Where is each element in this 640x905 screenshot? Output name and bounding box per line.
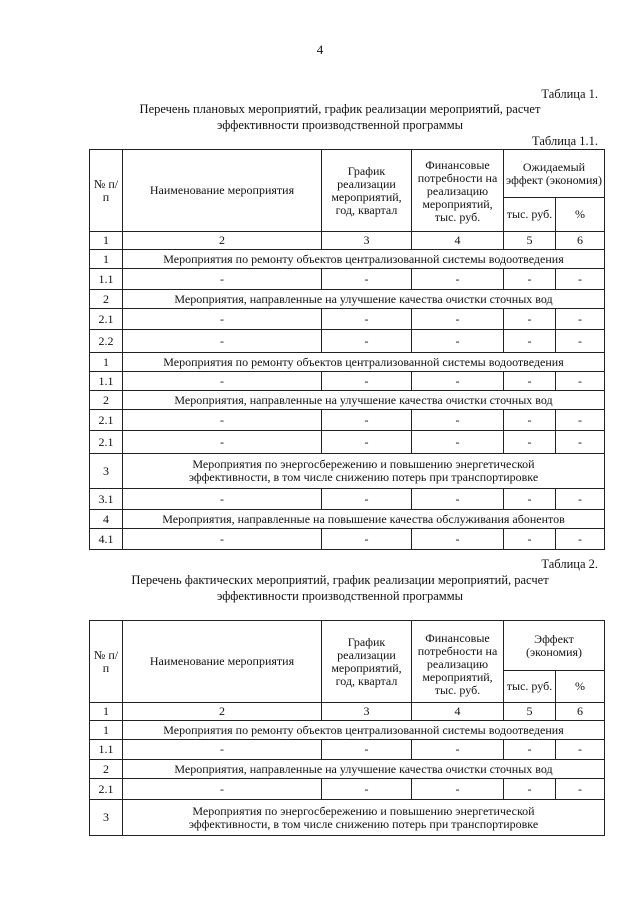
table-row [90, 489, 605, 510]
section-row [90, 391, 605, 410]
section-title-line2: эффективности, в том числе снижению потерь при транспортировке [188, 470, 539, 484]
row-number: 2.1 [90, 431, 123, 454]
row-number: 3.1 [90, 489, 123, 510]
dash-cell: - [504, 489, 556, 510]
section-title: Мероприятия по ремонту объектов централизованной системы водоотведения [123, 250, 605, 269]
section-title: Мероприятия, направленные на улучшение качества очистки сточных вод [123, 760, 605, 779]
table2-caption-line1: Перечень фактических мероприятий, график реализации мероприятий, расчет [131, 573, 549, 587]
table-row [90, 372, 605, 391]
dash-cell: - [412, 529, 504, 550]
dash-cell: - [556, 372, 605, 391]
dash-cell: - [322, 410, 412, 431]
section-row [90, 510, 605, 529]
section-title-line1: Мероприятия по энергосбережению и повышению энергетической [192, 457, 535, 471]
dash-cell: - [556, 410, 605, 431]
dash-cell: - [412, 372, 504, 391]
table-row [90, 740, 605, 760]
table1-caption-line1: Перечень плановых мероприятий, график реализации мероприятий, расчет [139, 102, 541, 116]
dash-cell: - [322, 529, 412, 550]
header-schedule: График реализации мероприятий, год, квартал [322, 621, 412, 703]
header-effect: Ожидаемый эффект (экономия) [504, 150, 605, 198]
table1-caption-line2: эффективности производственной программы [216, 118, 464, 132]
dash-cell: - [412, 330, 504, 353]
section-title-line1: Мероприятия по энергосбережению и повышению энергетической [192, 803, 535, 818]
section-title [123, 800, 605, 836]
table2-label: Таблица 2. [541, 557, 598, 571]
row-number: 1.1 [90, 269, 123, 290]
column-number: 4 [412, 232, 504, 250]
dash-cell: - [412, 489, 504, 510]
header-finance-top: Финансовые потребности на реализацию [412, 150, 504, 198]
table2-caption-line2: эффективности производственной программы [216, 589, 464, 603]
dash-cell: - [504, 372, 556, 391]
dash-cell: - [412, 779, 504, 800]
column-number: 1 [90, 232, 123, 250]
dash-cell: - [504, 309, 556, 330]
table1-sublabel: Таблица 1.1. [532, 134, 598, 148]
dash-cell: - [556, 779, 605, 800]
row-number: 3 [90, 800, 123, 836]
row-number: 4 [90, 510, 123, 529]
dash-cell: - [123, 269, 322, 290]
header-name: Наименование мероприятия [123, 150, 322, 232]
dash-cell: - [412, 269, 504, 290]
dash-cell: - [556, 330, 605, 353]
section-title [123, 454, 605, 489]
header-thous: тыс. руб. [504, 198, 556, 232]
row-number: 2.1 [90, 410, 123, 431]
header-finance-bottom: мероприятий, тыс. руб. [412, 198, 504, 232]
dash-cell: - [504, 529, 556, 550]
row-number: 3 [90, 454, 123, 489]
header-schedule: График реализации мероприятий, год, квартал [322, 150, 412, 232]
row-number: 2.1 [90, 309, 123, 330]
header-effect: Эффект (экономия) [504, 621, 605, 671]
row-number: 1.1 [90, 740, 123, 760]
row-number: 4.1 [90, 529, 123, 550]
header-finance-bottom: мероприятий, тыс. руб. [412, 671, 504, 703]
section-row [90, 760, 605, 779]
dash-cell: - [123, 309, 322, 330]
column-number: 5 [504, 703, 556, 721]
dash-cell: - [556, 309, 605, 330]
section-title: Мероприятия, направленные на повышение качества обслуживания абонентов [123, 510, 605, 529]
dash-cell: - [504, 410, 556, 431]
row-number: 2 [90, 760, 123, 779]
dash-cell: - [504, 431, 556, 454]
column-number: 3 [322, 703, 412, 721]
section-title: Мероприятия по ремонту объектов централизованной системы водоотведения [123, 721, 605, 740]
dash-cell: - [412, 431, 504, 454]
table2-caption [60, 572, 620, 604]
header-name: Наименование мероприятия [123, 621, 322, 703]
section-title: Мероприятия, направленные на улучшение качества очистки сточных вод [123, 391, 605, 410]
section-row [90, 721, 605, 740]
dash-cell: - [123, 489, 322, 510]
dash-cell: - [412, 740, 504, 760]
column-number: 6 [556, 232, 605, 250]
dash-cell: - [504, 330, 556, 353]
dash-cell: - [322, 779, 412, 800]
row-number: 2.2 [90, 330, 123, 353]
dash-cell: - [322, 431, 412, 454]
section-title: Мероприятия, направленные на улучшение качества очистки сточных вод [123, 290, 605, 309]
table-row [90, 269, 605, 290]
dash-cell: - [123, 431, 322, 454]
table1 [89, 149, 605, 550]
dash-cell: - [123, 779, 322, 800]
column-number: 5 [504, 232, 556, 250]
row-number: 1 [90, 353, 123, 372]
section-row [90, 290, 605, 309]
dash-cell: - [322, 740, 412, 760]
dash-cell: - [556, 489, 605, 510]
dash-cell: - [504, 740, 556, 760]
table1-label: Таблица 1. [541, 87, 598, 101]
table-row [90, 431, 605, 454]
dash-cell: - [556, 431, 605, 454]
dash-cell: - [123, 372, 322, 391]
row-number: 2.1 [90, 779, 123, 800]
dash-cell: - [556, 269, 605, 290]
column-number: 4 [412, 703, 504, 721]
dash-cell: - [322, 372, 412, 391]
table-row [90, 529, 605, 550]
section-row [90, 353, 605, 372]
row-number: 2 [90, 391, 123, 410]
row-number: 1 [90, 250, 123, 269]
header-thous: тыс. руб. [504, 671, 556, 703]
header-pct: % [556, 198, 605, 232]
header-no: № п/ п [90, 621, 123, 703]
dash-cell: - [322, 309, 412, 330]
table1-caption [60, 101, 620, 133]
row-number: 2 [90, 290, 123, 309]
dash-cell: - [412, 309, 504, 330]
section-row [90, 250, 605, 269]
dash-cell: - [123, 740, 322, 760]
dash-cell: - [123, 330, 322, 353]
column-number: 2 [123, 232, 322, 250]
dash-cell: - [556, 740, 605, 760]
section-title: Мероприятия по ремонту объектов централизованной системы водоотведения [123, 353, 605, 372]
table-row [90, 330, 605, 353]
column-number: 3 [322, 232, 412, 250]
section-row [90, 800, 605, 836]
table-row [90, 309, 605, 330]
table2 [89, 620, 605, 836]
row-number: 1.1 [90, 372, 123, 391]
dash-cell: - [412, 410, 504, 431]
dash-cell: - [322, 489, 412, 510]
row-number: 1 [90, 721, 123, 740]
column-number: 2 [123, 703, 322, 721]
dash-cell: - [322, 330, 412, 353]
section-row [90, 454, 605, 489]
dash-cell: - [556, 529, 605, 550]
section-title-line2: эффективности, в том числе снижению потерь при транспортировке [188, 816, 539, 831]
header-no: № п/ п [90, 150, 123, 232]
header-pct: % [556, 671, 605, 703]
dash-cell: - [123, 529, 322, 550]
dash-cell: - [504, 779, 556, 800]
dash-cell: - [504, 269, 556, 290]
column-number: 6 [556, 703, 605, 721]
dash-cell: - [322, 269, 412, 290]
column-number: 1 [90, 703, 123, 721]
page-number: 4 [316, 42, 324, 57]
header-finance-top: Финансовые потребности на реализацию [412, 621, 504, 671]
table-row [90, 410, 605, 431]
table-row [90, 779, 605, 800]
dash-cell: - [123, 410, 322, 431]
